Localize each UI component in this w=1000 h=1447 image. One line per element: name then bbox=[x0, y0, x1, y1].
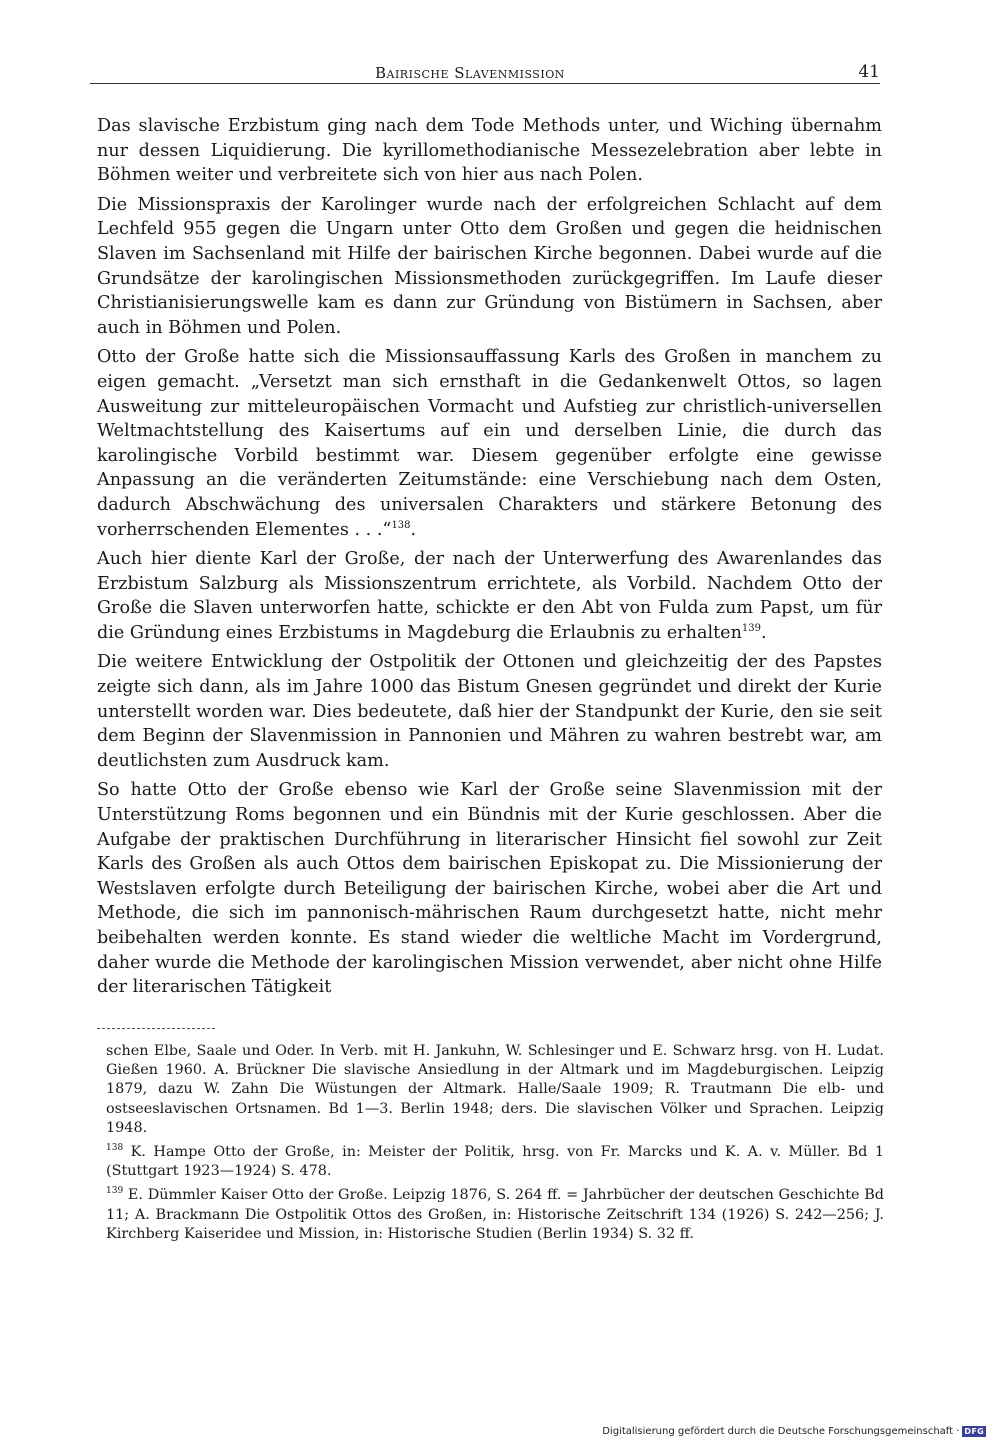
page-number: 41 bbox=[858, 62, 880, 82]
paragraph-3 bbox=[97, 345, 882, 542]
footnote-139 bbox=[106, 1186, 884, 1244]
paragraph-5: Die weitere Entwicklung der Ostpolitik der Ottonen und gleichzeitig der des Papstes zeigte sich dann, als im Jahre 1000 das Bistum Gnesen gegründet und direkt der Kurie unterstellt worden war. Dies bedeutete, daß hier der Standpunkt der Kurie, den sie seit dem Beginn der Slavenmission in Pannonien und Mähren zu wahren bestrebt war, am deutlichsten zum Ausdruck kam. bbox=[97, 652, 882, 771]
paragraph-3-text: Otto der Große hatte sich die Missionsauffassung Karls des Großen in manchem zu eigen gemacht. „Versetzt man sich ernsthaft in die Gedankenwelt Ottos, so lagen Ausweitung zur mitteleuropäischen Vormacht und Aufstieg zur christlich-universellen Weltmachtstellung des Kaisertums auf ein und derselben Linie, die durch das karolingische Vorbild bestimmt war. Diesem gegenüber erfolgte eine gewisse Anpassung an die veränderten Zeitumstände: eine Verschiebung nach dem Osten, dadurch Abschwächung des universalen Charakters und stärkere Betonung des vorherrschenden Elementes . . .“ bbox=[97, 347, 882, 540]
footnote-138 bbox=[106, 1143, 884, 1181]
header-rule bbox=[90, 83, 880, 84]
digitization-credit bbox=[602, 1426, 986, 1437]
footnote-ref-139[interactable]: 139 bbox=[741, 623, 762, 635]
page-header bbox=[90, 62, 880, 84]
footnote-138-number: 138 bbox=[106, 1143, 124, 1154]
paragraph-4 bbox=[97, 547, 882, 645]
footnote-139-number: 139 bbox=[106, 1186, 124, 1197]
paragraph-2: Die Missionspraxis der Karolinger wurde nach der erfolgreichen Schlacht auf dem Lechfeld 955 gegen die Ungarn unter Otto dem Großen und gegen die heidnischen Slaven im Sachsenland mit Hilfe der bairischen Kirche begonnen. Dabei wurde auf die Grundsätze der karolingischen Missionsmethoden zurückgegriffen. Im Laufe dieser Christianisierungswelle kam es dann zur Gründung von Bistümern in Sachsen, aber auch in Böhmen und Polen. bbox=[97, 194, 882, 338]
footnote-ref-138[interactable]: 138 bbox=[391, 519, 411, 531]
footnote-rule bbox=[97, 1028, 215, 1029]
paragraph-4-text: Auch hier diente Karl der Große, der nach der Unterwerfung des Awarenlandes das Erzbistum Salzburg als Missionszentrum errichtete, als Vorbild. Nachdem Otto der Große die Slaven unterworfen hatte, schickte er den Abt von Fulda zum Papst, um für die Gründung eines Erzbistums in Magdeburg die Erlaubnis zu erhalten bbox=[97, 549, 882, 643]
footnote-139-text: E. Dümmler Kaiser Otto der Große. Leipzig 1876, S. 264 ff. = Jahrbücher der deutschen Geschichte Bd 11; A. Brackmann Die Ostpolitik Ottos des Großen, in: Historische Zeitschrift 134 (1926) S. 242—256; J. Kirchberg Kaiseridee und Mission, in: Historische Studien (Berlin 1934) S. 32 ff. bbox=[106, 1187, 884, 1242]
paragraph-4-tail: . bbox=[761, 622, 767, 643]
dfg-logo-icon: DFG bbox=[964, 1427, 984, 1436]
paragraph-1: Das slavische Erzbistum ging nach dem Tode Methods unter, und Wiching übernahm nur dessen Liquidierung. Die kyrillomethodianische Messezelebration aber lebte in Böhmen weiter und verbreitete sich von hier aus nach Polen. bbox=[97, 116, 882, 186]
credit-text: Digitalisierung gefördert durch die Deutsche Forschungsgemeinschaft · bbox=[602, 1426, 960, 1437]
footnotes bbox=[106, 1042, 884, 1249]
paragraph-6: So hatte Otto der Große ebenso wie Karl der Große seine Slavenmission mit der Unterstützung Roms begonnen und ein Bündnis mit der Kurie geschlossen. Aber die Aufgabe der praktischen Durchführung in literarischer Hinsicht fiel sowohl zur Zeit Karls des Großen als auch Ottos dem bairischen Episkopat zu. Die Missionierung der Westslaven erfolgte durch Beteiligung der bairischen Kirche, wobei aber die Art und Methode, die sich im pannonisch-mährischen Raum durchgesetzt hatte, nicht mehr beibehalten werden konnte. Es stand wieder die weltliche Macht im Vordergrund, daher wurde die Methode der karolingischen Mission verwendet, aber nicht ohne Hilfe der literarischen Tätigkeit bbox=[97, 780, 882, 998]
footnote-138-text: K. Hampe Otto der Große, in: Meister der Politik, hrsg. von Fr. Marcks und K. A. v. Müller. Bd 1 (Stuttgart 1923—1924) S. 478. bbox=[106, 1144, 884, 1180]
running-head: Bairische Slavenmission bbox=[375, 64, 565, 82]
main-text bbox=[97, 114, 882, 1005]
paragraph-3-tail: . bbox=[410, 519, 417, 540]
footnote-continued: schen Elbe, Saale und Oder. In Verb. mit H. Jankuhn, W. Schlesinger und E. Schwarz hrsg. von H. Ludat. Gießen 1960. A. Brückner Die slavische Ansiedlung in der Altmark und im Magdeburgischen. Leipzig 1879, dazu W. Zahn Die Wüstungen der Altmark. Halle/Saale 1909; R. Trautmann Die elb- und ostseeslavischen Ortsnamen. Bd 1—3. Berlin 1948; ders. Die slavischen Völker und Sprachen. Leipzig 1948. bbox=[106, 1043, 884, 1136]
